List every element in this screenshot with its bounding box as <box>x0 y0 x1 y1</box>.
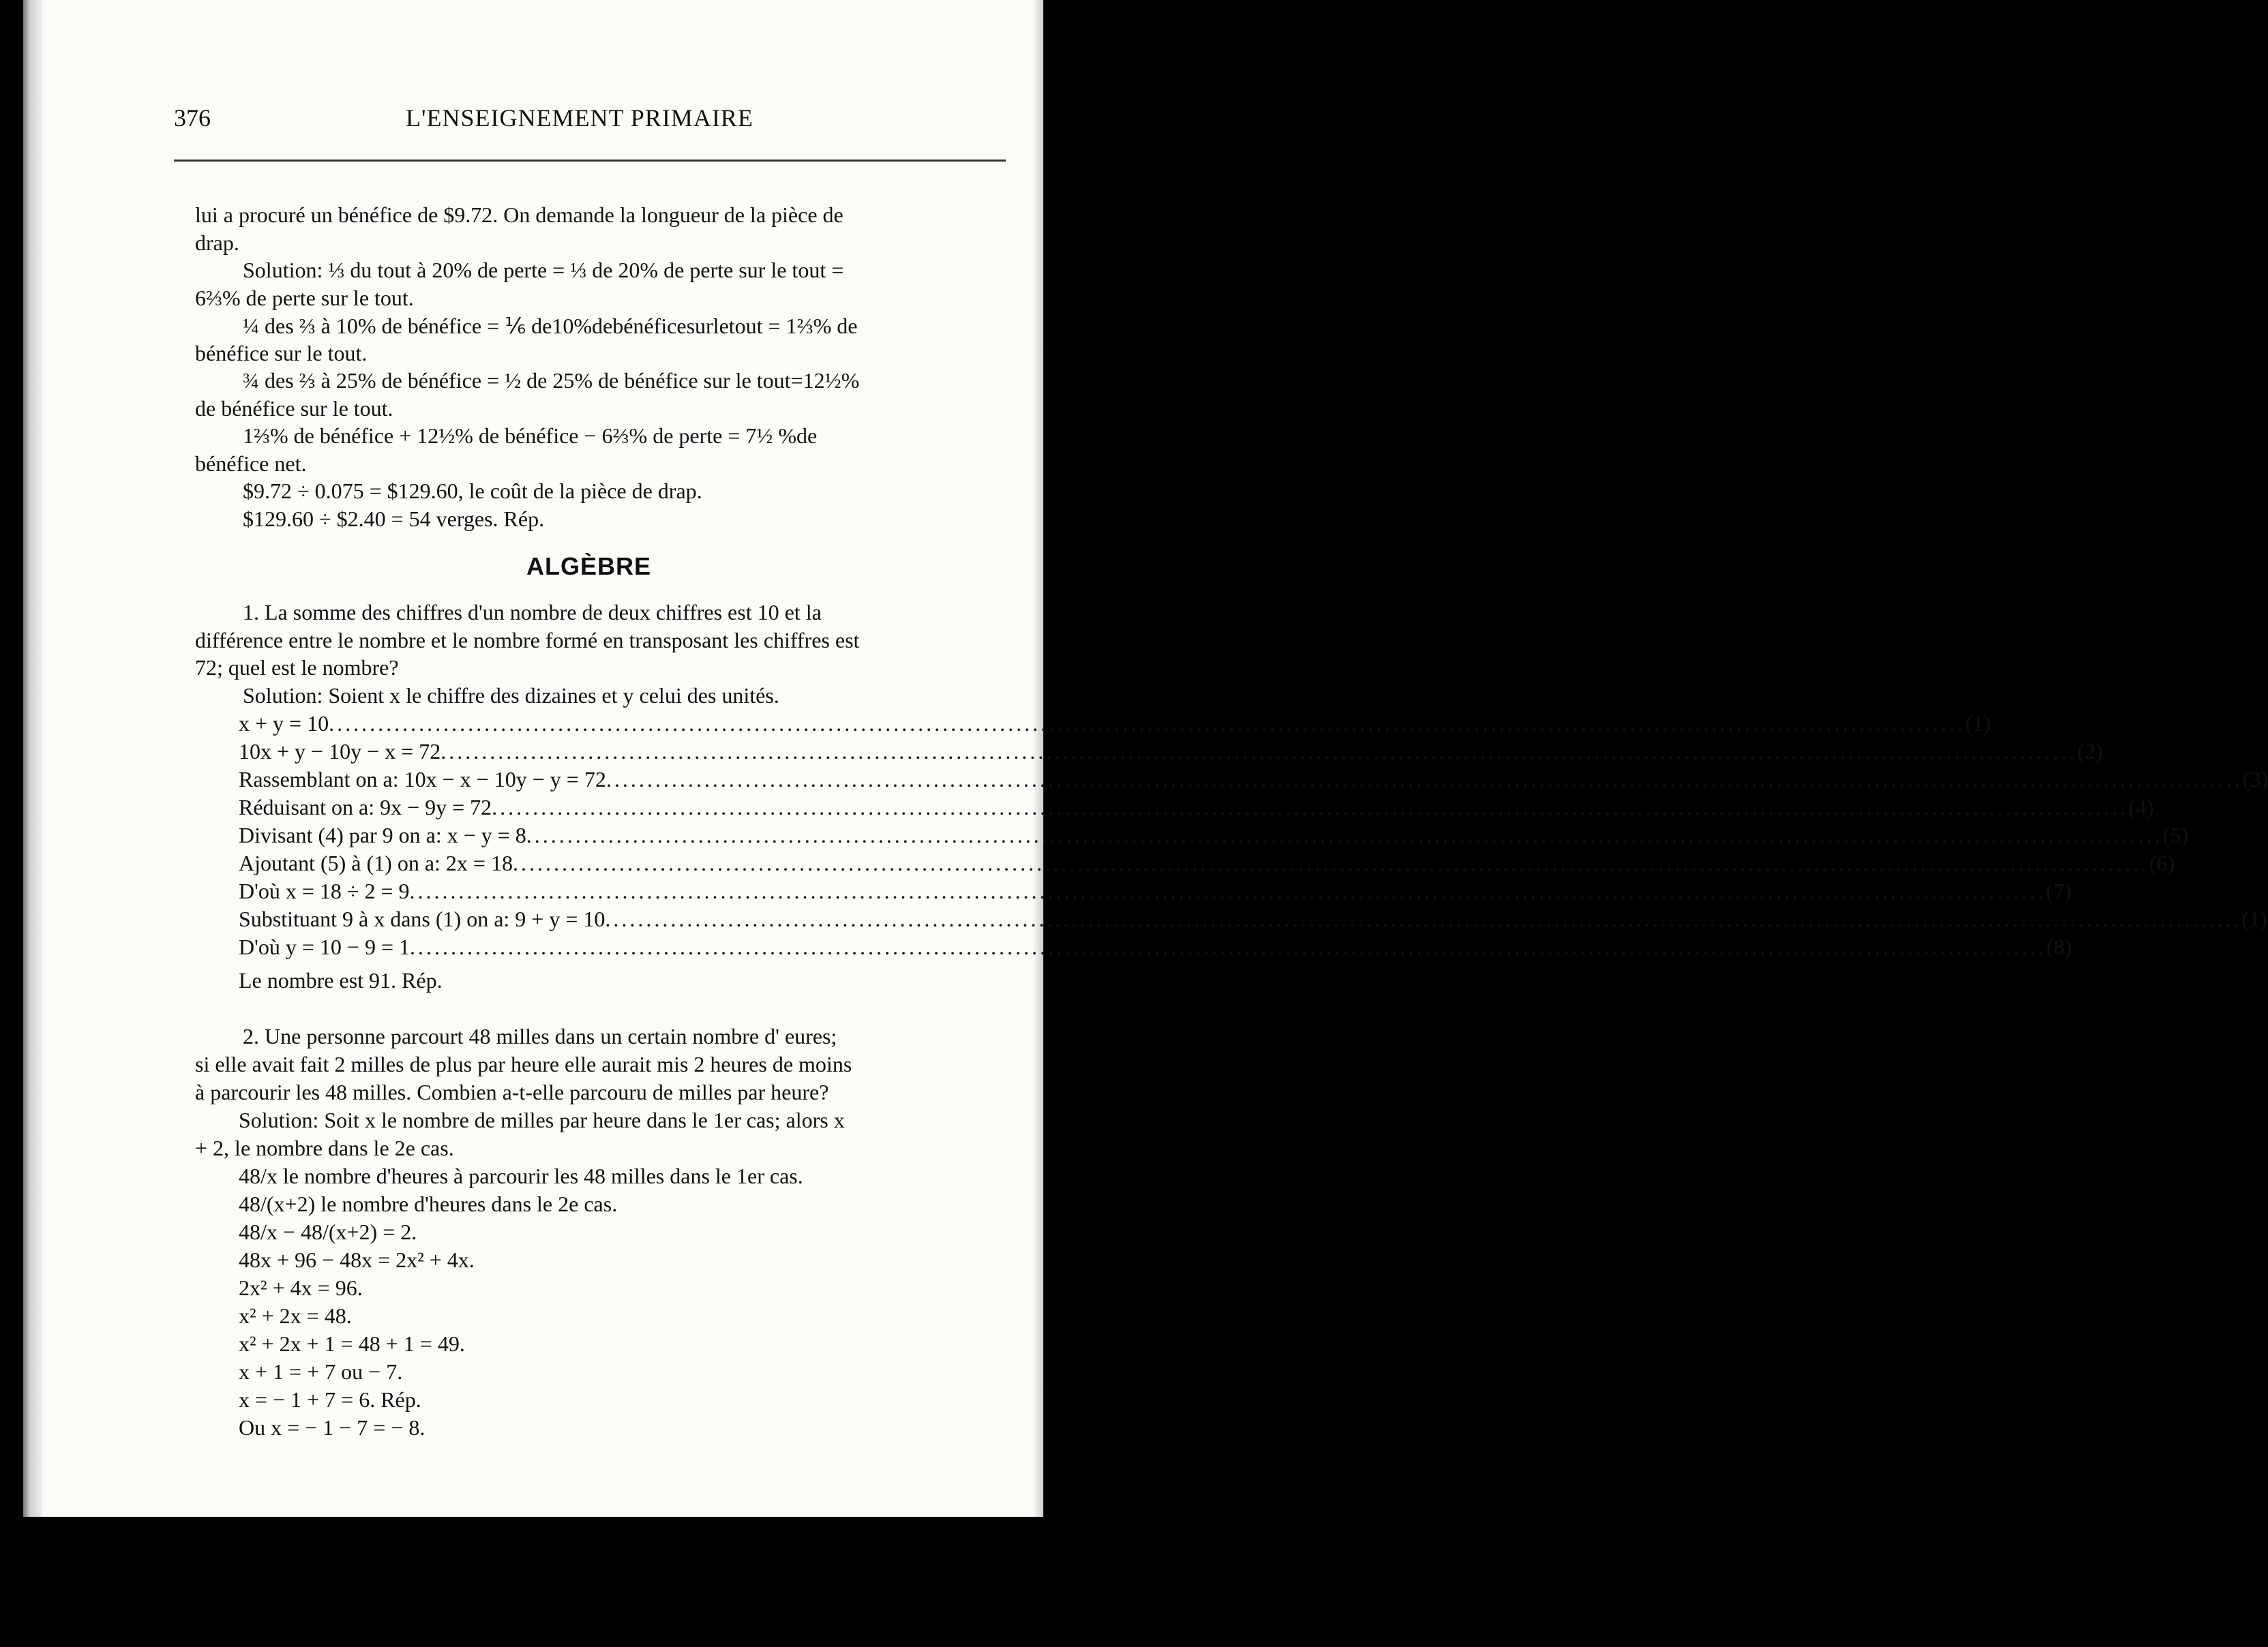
equation-number: (1) <box>1965 711 1991 736</box>
equation-expression: Réduisant on a: 9x − 9y = 72 <box>239 795 492 819</box>
equation-row <box>239 739 2103 764</box>
equation-expression: Substituant 9 à x dans (1) on a: 9 + y = 10 <box>239 907 606 931</box>
equation-row <box>239 851 2175 876</box>
running-title: L'ENSEIGNEMENT PRIMAIRE <box>406 104 753 132</box>
equation-row <box>239 711 1991 736</box>
text-line: 6⅔% de perte sur le tout. <box>195 286 414 310</box>
equation-row <box>239 879 2072 904</box>
answer-line: Le nombre est 91. Rép. <box>239 968 443 993</box>
text-line: 1⅔% de bénéfice + 12½% de bénéfice − 6⅔% de perte = 7½ %de <box>243 423 818 448</box>
equation-number: (8) <box>2046 935 2072 959</box>
page-number: 376 <box>174 104 211 132</box>
problem-text: x = − 1 + 7 = 6. Rép. <box>239 1387 421 1412</box>
text-line: drap. <box>195 230 239 255</box>
text-line: ¼ des ⅔ à 10% de bénéfice = ⅙ de10%debénéficesurletout = 1⅔% de <box>243 314 858 338</box>
text-line: bénéfice net. <box>195 451 307 476</box>
dot-leader: ........................................................................................................................................................................................................ <box>492 795 2129 819</box>
dot-leader: ........................................................................................................................................................................................................ <box>605 907 2242 931</box>
problem-text: 48/(x+2) le nombre d'heures dans le 2e cas. <box>239 1192 618 1216</box>
book-spine-shadow <box>23 0 42 1517</box>
text-line: bénéfice sur le tout. <box>195 341 368 365</box>
equation-expression: Ajoutant (5) à (1) on a: 2x = 18 <box>239 851 513 875</box>
dot-leader: ........................................................................................................................................................................................................ <box>606 767 2243 791</box>
header-rule <box>174 160 1006 162</box>
problem-text: + 2, le nombre dans le 2e cas. <box>195 1136 454 1160</box>
problem-text: 2. Une personne parcourt 48 milles dans un certain nombre d' eures; <box>243 1024 837 1048</box>
equation-row <box>239 907 2267 932</box>
problem-text: différence entre le nombre et le nombre formé en transposant les chiffres est <box>195 628 860 652</box>
section-heading: ALGÈBRE <box>526 552 652 580</box>
equation-row <box>239 795 2154 820</box>
problem-text: 72; quel est le nombre? <box>195 655 399 680</box>
equation-expression: 10x + y − 10y − x = 72 <box>239 739 441 764</box>
problem-text: x² + 2x + 1 = 48 + 1 = 49. <box>239 1331 465 1356</box>
text-line: $9.72 ÷ 0.075 = $129.60, le coût de la pièce de drap. <box>243 479 702 503</box>
text-line: $129.60 ÷ $2.40 = 54 verges. Rép. <box>243 507 545 531</box>
dot-leader: ........................................................................................................................................................................................................ <box>409 879 2046 903</box>
equation-number: (1) <box>2241 907 2267 931</box>
problem-text: Solution: Soit x le nombre de milles par heure dans le 1er cas; alors x <box>239 1108 845 1132</box>
problem-text: si elle avait fait 2 milles de plus par heure elle aurait mis 2 heures de moins <box>195 1052 852 1076</box>
dot-leader: ........................................................................................................................................................................................................ <box>441 739 2078 764</box>
equation-row <box>239 823 2189 848</box>
equation-number: (7) <box>2046 879 2072 903</box>
problem-text: x² + 2x = 48. <box>239 1303 352 1328</box>
equation-row <box>239 935 2072 960</box>
equation-expression: x + y = 10 <box>239 711 329 736</box>
equation-expression: D'où y = 10 − 9 = 1 <box>239 935 411 959</box>
text-line: lui a procuré un bénéfice de $9.72. On demande la longueur de la pièce de <box>195 202 844 227</box>
dot-leader: ........................................................................................................................................................................................................ <box>410 935 2047 959</box>
dot-leader: ........................................................................................................................................................................................................ <box>512 851 2149 875</box>
problem-text: 1. La somme des chiffres d'un nombre de deux chiffres est 10 et la <box>243 600 822 624</box>
problem-text: 2x² + 4x = 96. <box>239 1275 363 1300</box>
equation-row <box>239 767 2268 792</box>
equation-expression: Rassemblant on a: 10x − x − 10y − y = 72 <box>239 767 606 791</box>
equation-number: (4) <box>2128 795 2154 819</box>
problem-text: 48/x le nombre d'heures à parcourir les 48 milles dans le 1er cas. <box>239 1164 803 1188</box>
equation-number: (5) <box>2162 823 2189 847</box>
equation-number: (6) <box>2149 851 2175 875</box>
dot-leader: ........................................................................................................................................................................................................ <box>329 711 1966 736</box>
problem-text: 48/x − 48/(x+2) = 2. <box>239 1220 417 1244</box>
text-line: de bénéfice sur le tout. <box>195 396 393 421</box>
running-header <box>174 104 1006 138</box>
text-line: ¾ des ⅔ à 25% de bénéfice = ½ de 25% de bénéfice sur le tout=12½% <box>243 368 860 393</box>
problem-text: x + 1 = + 7 ou − 7. <box>239 1359 403 1384</box>
equation-number: (2) <box>2077 739 2103 764</box>
problem-text: Ou x = − 1 − 7 = − 8. <box>239 1415 426 1440</box>
problem-text: Solution: Soient x le chiffre des dizaines et y celui des unités. <box>243 683 779 708</box>
equation-expression: D'où x = 18 ÷ 2 = 9 <box>239 879 410 903</box>
dot-leader: ........................................................................................................................................................................................................ <box>526 823 2163 847</box>
text-line: Solution: ⅓ du tout à 20% de perte = ⅓ de 20% de perte sur le tout = <box>243 258 844 282</box>
equation-number: (3) <box>2242 767 2268 791</box>
problem-text: à parcourir les 48 milles. Combien a-t-elle parcouru de milles par heure? <box>195 1080 829 1104</box>
problem-text: 48x + 96 − 48x = 2x² + 4x. <box>239 1248 475 1272</box>
equation-expression: Divisant (4) par 9 on a: x − y = 8 <box>239 823 526 847</box>
